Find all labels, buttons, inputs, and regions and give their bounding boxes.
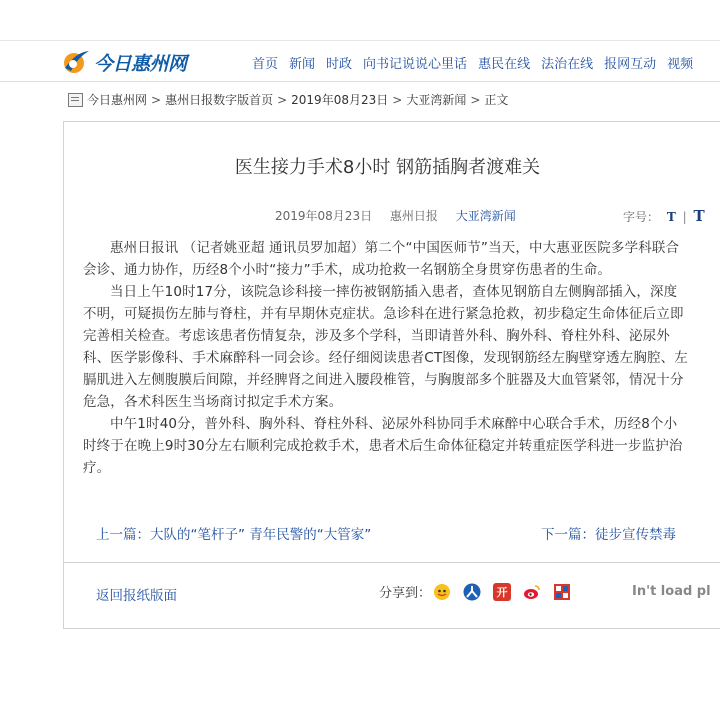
site-logo[interactable]: [62, 47, 187, 77]
font-size-control: [623, 207, 705, 225]
nav-message-secretary[interactable]: 向书记说说心里话: [363, 57, 468, 72]
weibo-icon[interactable]: [523, 583, 541, 601]
prev-article-link[interactable]: 上一篇：大队的“笔杆子” 青年民警的“大管家”: [96, 527, 372, 543]
font-large-button[interactable]: T: [693, 207, 705, 225]
tencent-icon[interactable]: [553, 583, 571, 601]
nav-video[interactable]: 视频: [667, 57, 694, 72]
nav-news[interactable]: 新闻: [289, 57, 316, 72]
newspaper-icon: [68, 93, 83, 107]
renren-icon[interactable]: [463, 583, 481, 601]
breadcrumb: [68, 91, 508, 108]
article-body: [83, 237, 688, 479]
article-title: 医生接力手术8小时 钢筋插胸者渡难关: [234, 157, 541, 178]
nav-interaction[interactable]: 报网互动: [604, 57, 657, 72]
kaixin-icon[interactable]: 开: [493, 583, 511, 601]
article-source: 惠州日报: [389, 209, 438, 223]
logo-text: 今日惠州网: [94, 52, 187, 75]
top-strip: [0, 0, 720, 41]
breadcrumb-date[interactable]: 2019年08月23日: [291, 93, 389, 107]
nav-politics[interactable]: 时政: [326, 57, 353, 72]
breadcrumb-separator: >: [470, 92, 481, 107]
breadcrumb-separator: >: [392, 92, 403, 107]
share-bar: [379, 582, 571, 601]
main-nav: [252, 53, 704, 72]
logo-swoosh-icon: [62, 48, 90, 76]
qzone-icon[interactable]: [433, 583, 451, 601]
footer-divider: [64, 562, 720, 563]
font-size-separator: |: [682, 210, 687, 224]
font-size-label: 字号：: [623, 210, 660, 224]
breadcrumb-digital-home[interactable]: 惠州日报数字版首页: [165, 93, 274, 107]
site-header: [0, 41, 720, 82]
breadcrumb-current: 正文: [484, 93, 509, 107]
breadcrumb-separator: >: [277, 92, 288, 107]
article-date: 2019年08月23日: [275, 209, 373, 223]
article-section-link[interactable]: 大亚湾新闻: [455, 209, 516, 223]
nav-huimin[interactable]: 惠民在线: [478, 57, 531, 72]
next-article-link[interactable]: 下一篇：徒步宣传禁毒: [541, 527, 676, 543]
font-small-button[interactable]: T: [666, 210, 676, 224]
broken-image-placeholder: In't load pl: [632, 584, 711, 599]
nav-law[interactable]: 法治在线: [541, 57, 594, 72]
article-paragraph: 当日上午10时17分，该院急诊科接一摔伤被钢筋插入患者，查体见钢筋自左侧胸部插入，深度不明，可疑损伤左肺与脊柱，并有早期休克症状。急诊科在进行紧急抢救，初步稳定生命体征后立即完善相关检查。考虑该患者伤情复杂，涉及多个学科，当即请普外科、胸外科、脊柱外科、泌尿外科、医学影像科、手术麻醉科一同会诊。经仔细阅读患者CT图像，发现钢筋经左胸壁穿透左胸腔、左膈肌进入左侧腹膜后间隙，并经脾肾之间进入腰段椎管，与胸腹部多个脏器及大血管紧邻，情况十分危急，各术科医生当场商讨拟定手术方案。: [83, 284, 688, 410]
nav-home[interactable]: 首页: [252, 57, 279, 72]
share-label: 分享到：: [379, 586, 432, 601]
article-paragraph: 中午1时40分，普外科、胸外科、脊柱外科、泌尿外科协同手术麻醉中心联合手术，历经8个小时终于在晚上9时30分左右顺利完成抢救手术，患者术后生命体征稳定并转重症医学科进一步监护治疗。: [83, 416, 683, 476]
breadcrumb-site[interactable]: 今日惠州网: [87, 93, 148, 107]
article-paragraph: 惠州日报讯 （记者姚亚超 通讯员罗加超）第二个“中国医师节”当天，中大惠亚医院多学科联合会诊、通力协作，历经8个小时“接力”手术，成功抢救一名钢筋全身贯穿伤患者的生命。: [83, 240, 680, 278]
back-to-paper-link[interactable]: 返回报纸版面: [96, 588, 177, 604]
breadcrumb-separator: >: [151, 92, 162, 107]
article-meta: [275, 207, 530, 224]
breadcrumb-section[interactable]: 大亚湾新闻: [406, 93, 467, 107]
